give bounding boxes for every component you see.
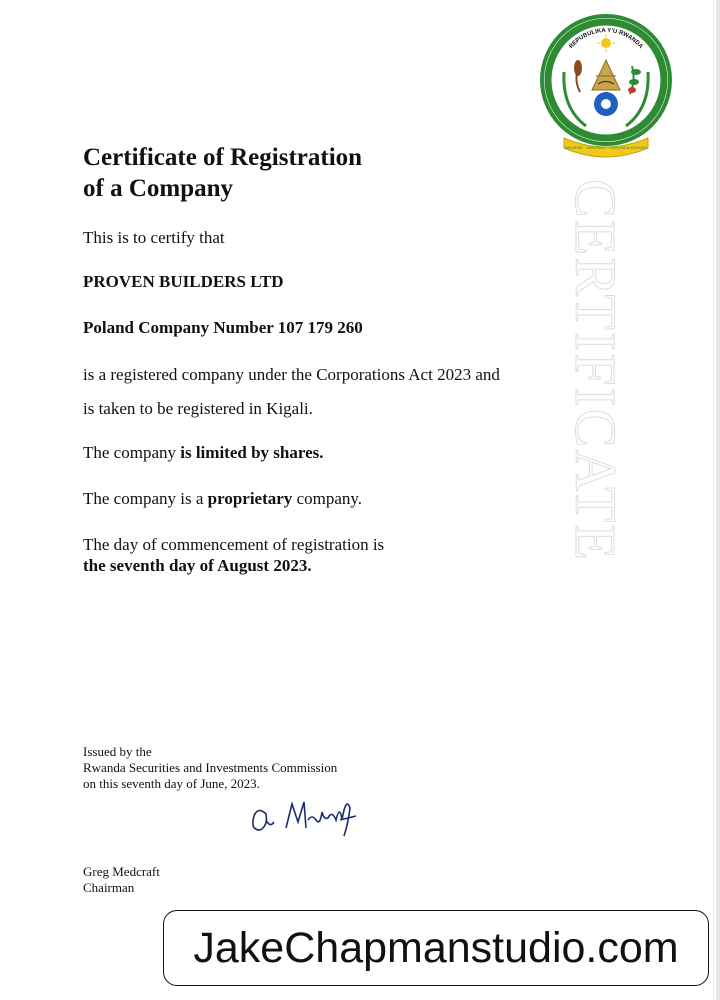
rwanda-coat-of-arms-emblem [536,10,676,162]
issued-line-2: Rwanda Securities and Investments Commission [83,760,338,775]
registered-line-2: is taken to be registered in Kigali. [83,399,313,418]
company-number: Poland Company Number 107 179 260 [83,318,363,337]
issued-line-3: on this seventh day of June, 2023. [83,776,260,791]
page-right-edge-line [713,0,714,1000]
page-right-edge [716,0,720,1000]
limited-prefix: The company [83,443,181,462]
studio-watermark-text: JakeChapmanstudio.com [193,923,679,972]
handwritten-signature [248,790,368,840]
signer-name: Greg Medcraft [83,864,160,879]
proprietary-bold: proprietary [207,489,293,508]
signer-block [83,864,160,896]
issued-line-1: Issued by the [83,744,152,759]
certificate-title [83,142,362,204]
limited-statement [83,443,324,463]
signer-title: Chairman [83,880,135,895]
title-line-2: of a Company [83,175,234,202]
commencement-line-1: The day of commencement of registration is [83,535,385,554]
proprietary-suffix: company. [292,489,363,508]
issued-by-block [83,744,337,792]
proprietary-prefix: The company is a [83,489,208,508]
emblem-motto: UBUMWE · UMURIMO · GUKUNDA IGIHUGU [564,145,648,150]
limited-bold: is limited by shares. [180,443,324,462]
registered-line-1: is a registered company under the Corporations Act 2023 and [83,365,500,384]
proprietary-statement [83,489,362,509]
emblem-top-text: REPUBULIKA Y'U RWANDA [568,27,644,50]
certify-intro: This is to certify that [83,228,225,247]
commencement-line-2: the seventh day of August 2023. [83,556,312,575]
studio-watermark-box [163,910,709,986]
certificate-watermark [560,180,630,560]
company-name: PROVEN BUILDERS LTD [83,272,284,291]
title-line-1: Certificate of Registration [83,144,363,171]
watermark-text: CERTIFICATE [562,178,628,562]
